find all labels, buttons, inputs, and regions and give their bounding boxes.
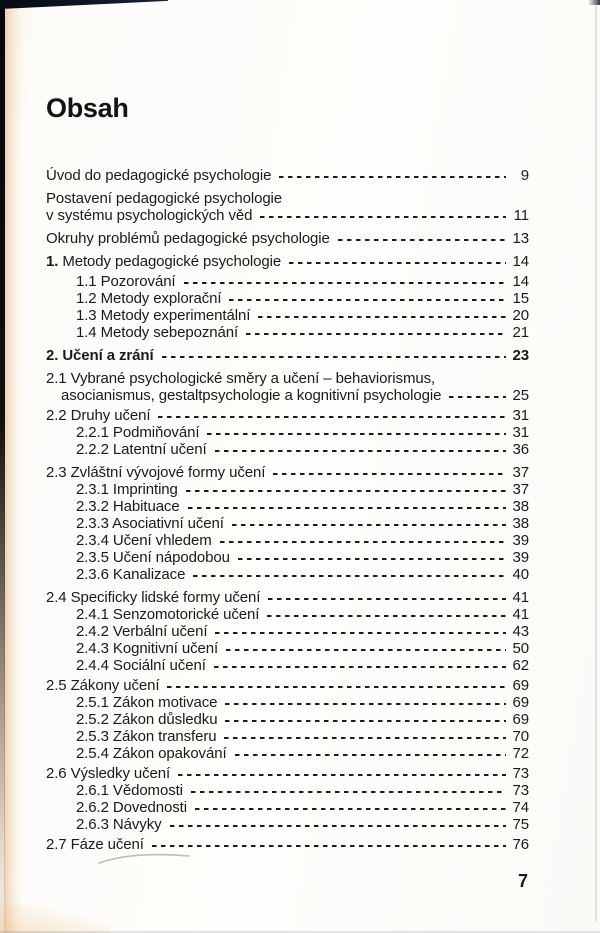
toc-entry-label bbox=[46, 167, 271, 184]
toc-entry-row bbox=[46, 566, 529, 583]
toc-entry-text: 1.4 Metody sebepoznání bbox=[76, 324, 239, 341]
toc-entry-page-number: 38 bbox=[512, 498, 529, 515]
toc-entry-page-number: 50 bbox=[512, 640, 529, 657]
dot-leader bbox=[215, 623, 506, 640]
toc-entry-text: 2.3.2 Habituace bbox=[76, 498, 180, 515]
toc-entry-row bbox=[46, 407, 529, 424]
toc-entry-row bbox=[46, 549, 529, 566]
toc-entry-page-number: 74 bbox=[512, 799, 529, 816]
scan-border-top-left bbox=[0, 0, 168, 9]
toc-entry-text: 1.2 Metody explorační bbox=[76, 290, 222, 307]
dot-leader bbox=[195, 799, 506, 816]
toc-entry-row bbox=[46, 711, 529, 728]
toc-entry-page-number: 37 bbox=[512, 464, 529, 481]
toc-entry-label bbox=[46, 836, 144, 853]
toc-entry-page-number: 76 bbox=[512, 836, 529, 853]
toc-entry-row bbox=[46, 745, 529, 762]
toc-entry-page-number: 41 bbox=[512, 606, 529, 623]
page-edge-right bbox=[595, 6, 597, 921]
toc-entry-text: Učení a zrání bbox=[62, 347, 154, 364]
dot-leader bbox=[246, 324, 506, 341]
dot-leader bbox=[238, 549, 506, 566]
dot-leader bbox=[167, 677, 506, 694]
toc-entry-page-number: 62 bbox=[512, 657, 529, 674]
toc-entry-text: 2.5.3 Zákon transferu bbox=[76, 728, 217, 745]
dot-leader bbox=[225, 711, 506, 728]
toc-entry-row bbox=[46, 799, 529, 816]
toc-entry-number: 1. bbox=[46, 253, 59, 270]
toc-entry bbox=[46, 407, 529, 424]
toc-entry bbox=[46, 765, 529, 782]
toc-entry-page-number: 15 bbox=[512, 290, 529, 307]
toc-entry bbox=[46, 424, 529, 441]
toc-entry bbox=[46, 623, 529, 640]
toc-entry-page-number: 40 bbox=[512, 566, 529, 583]
dot-leader bbox=[258, 307, 506, 324]
toc-entry-label bbox=[76, 623, 207, 640]
dot-leader bbox=[188, 498, 506, 515]
toc-entry bbox=[46, 273, 529, 290]
toc-entry bbox=[46, 711, 529, 728]
toc-entry-row bbox=[46, 606, 529, 623]
dot-leader bbox=[279, 167, 506, 184]
toc-entry-page-number: 36 bbox=[512, 441, 529, 458]
toc-entry-row bbox=[46, 515, 529, 532]
toc-entry-text: 2.4.2 Verbální učení bbox=[76, 623, 208, 640]
dot-leader bbox=[224, 728, 506, 745]
toc-entry-text: 2.3.3 Asociativní učení bbox=[76, 515, 224, 532]
toc-entry-row bbox=[46, 464, 529, 481]
scan-edge-left bbox=[0, 0, 5, 933]
toc-entry-label bbox=[46, 207, 252, 224]
toc-entry bbox=[46, 167, 529, 184]
toc-entry-label bbox=[76, 711, 217, 728]
toc-entry-text: 2.6 Výsledky učení bbox=[46, 765, 171, 782]
toc-entry-row bbox=[46, 441, 529, 458]
dot-leader bbox=[338, 230, 506, 247]
toc-entry-text: asocianismus, gestaltpsychologie a kognitivní psychologie bbox=[61, 387, 442, 404]
folio-page-number: 7 bbox=[517, 871, 528, 891]
toc-entry-page-number: 69 bbox=[512, 694, 529, 711]
dot-leader bbox=[273, 464, 506, 481]
toc-entry-row bbox=[46, 657, 529, 674]
toc-entry-page-number: 69 bbox=[512, 711, 529, 728]
scan-shadow-bottom-left bbox=[0, 903, 110, 933]
toc-entry-text: 2.6.3 Návyky bbox=[76, 816, 162, 833]
dot-leader bbox=[184, 273, 507, 290]
toc-entry-text: 2.2 Druhy učení bbox=[46, 407, 151, 424]
toc-entry-text: 2.7 Fáze učení bbox=[46, 836, 144, 853]
dot-leader bbox=[178, 765, 506, 782]
toc-entry-row bbox=[46, 290, 529, 307]
toc-entry-text: 2.6.2 Dovednosti bbox=[76, 799, 187, 816]
toc-entry-page-number: 39 bbox=[512, 549, 529, 566]
toc-entry-page-number: 9 bbox=[520, 167, 529, 184]
toc-entry-line1: Postavení pedagogické psychologie bbox=[46, 190, 283, 207]
dot-leader bbox=[215, 441, 506, 458]
dot-leader bbox=[232, 515, 506, 532]
toc-entry-row bbox=[46, 481, 529, 498]
dot-leader bbox=[158, 407, 506, 424]
dot-leader bbox=[162, 347, 506, 364]
toc-entry-label bbox=[46, 765, 170, 782]
toc-entry bbox=[46, 515, 529, 532]
toc-entry-text: 2.3.5 Učení nápodobou bbox=[76, 549, 230, 566]
toc-entry-page-number: 23 bbox=[512, 347, 529, 364]
toc-entry bbox=[46, 745, 529, 762]
toc-entry-label bbox=[76, 816, 162, 833]
toc-entry-page-number: 31 bbox=[512, 424, 529, 441]
toc-entry-label bbox=[76, 324, 238, 341]
toc-entry-label bbox=[46, 347, 154, 364]
toc-entry bbox=[46, 728, 529, 745]
toc-entry-text: Metody pedagogické psychologie bbox=[62, 253, 282, 270]
toc-entry-text: 2.2.2 Latentní učení bbox=[76, 441, 207, 458]
toc-entry-label bbox=[76, 549, 230, 566]
toc-entry bbox=[46, 230, 529, 247]
toc-entry-label bbox=[76, 657, 206, 674]
toc-entry-row bbox=[46, 640, 529, 657]
dot-leader bbox=[229, 290, 506, 307]
toc-entry-text: 2.5.2 Zákon důsledku bbox=[76, 711, 218, 728]
toc-entry-text: 1.3 Metody experimentální bbox=[76, 307, 251, 324]
toc-entry-label bbox=[61, 387, 441, 404]
toc-entry-label bbox=[76, 481, 178, 498]
toc-entry-label bbox=[76, 728, 216, 745]
toc-entry-page-number: 39 bbox=[512, 532, 529, 549]
toc-entry bbox=[46, 657, 529, 674]
toc-entry-row bbox=[46, 498, 529, 515]
toc-entry-page-number: 72 bbox=[512, 745, 529, 762]
toc-entry bbox=[46, 589, 529, 606]
dot-leader bbox=[152, 836, 506, 853]
toc-entry bbox=[46, 370, 529, 404]
toc-entry-text: 2.4.4 Sociální učení bbox=[76, 657, 206, 674]
toc-entry bbox=[46, 606, 529, 623]
toc-entry-label bbox=[46, 253, 281, 270]
dot-leader bbox=[193, 566, 506, 583]
toc-entry bbox=[46, 782, 529, 799]
toc-entry-page-number: 73 bbox=[512, 782, 529, 799]
dot-leader bbox=[289, 253, 506, 270]
toc-entry-label bbox=[76, 441, 207, 458]
toc-entry bbox=[46, 307, 529, 324]
toc-entry-row bbox=[46, 387, 529, 404]
toc-entry bbox=[46, 677, 529, 694]
toc-entry-row bbox=[46, 694, 529, 711]
toc-entry-row bbox=[46, 324, 529, 341]
toc-entry-row bbox=[46, 782, 529, 799]
toc-entry-page-number: 73 bbox=[512, 765, 529, 782]
toc-entry-row bbox=[46, 836, 529, 853]
toc-entry bbox=[46, 640, 529, 657]
dot-leader bbox=[268, 589, 506, 606]
toc-entry-label bbox=[76, 307, 250, 324]
toc-entry bbox=[46, 836, 529, 853]
dot-leader bbox=[220, 532, 506, 549]
toc-entry-page-number: 13 bbox=[512, 230, 529, 247]
toc-entry-text: 2.5.1 Zákon motivace bbox=[76, 694, 218, 711]
toc-entry bbox=[46, 549, 529, 566]
dot-leader bbox=[214, 657, 506, 674]
toc-entry-row bbox=[46, 307, 529, 324]
toc-entry-text: 2.4.1 Senzomotorické učení bbox=[76, 606, 260, 623]
toc-entry-text: Úvod do pedagogické psychologie bbox=[46, 167, 272, 184]
toc-entry-page-number: 31 bbox=[512, 407, 529, 424]
dot-leader bbox=[207, 424, 506, 441]
toc-entry-label bbox=[76, 290, 221, 307]
dot-leader bbox=[186, 481, 506, 498]
toc-entry bbox=[46, 694, 529, 711]
dot-leader bbox=[226, 640, 506, 657]
toc-entry-label bbox=[76, 424, 199, 441]
toc-entry-row bbox=[46, 273, 529, 290]
toc-entry-row bbox=[46, 623, 529, 640]
dot-leader bbox=[225, 694, 506, 711]
dot-leader bbox=[267, 606, 506, 623]
toc-entry-text: 2.3.4 Učení vhledem bbox=[76, 532, 212, 549]
toc-entry-row bbox=[46, 532, 529, 549]
toc-entry-label bbox=[76, 515, 224, 532]
toc-entry-page-number: 11 bbox=[513, 207, 529, 224]
toc-entry-label bbox=[46, 464, 265, 481]
toc-entry-row bbox=[46, 167, 529, 184]
toc-entry-text: 2.3 Zvláštní vývojové formy učení bbox=[46, 464, 266, 481]
toc-entry-label bbox=[76, 498, 180, 515]
dot-leader bbox=[260, 207, 506, 224]
page-title: Obsah bbox=[46, 93, 129, 123]
toc-entry-label bbox=[76, 782, 183, 799]
toc-entry-text: 2.5 Zákony učení bbox=[46, 677, 160, 694]
toc-entry-label bbox=[76, 640, 218, 657]
toc-entry bbox=[46, 190, 529, 224]
toc-entry-text: 2.4 Specificky lidské formy učení bbox=[46, 589, 261, 606]
toc-entry-page-number: 38 bbox=[512, 515, 529, 532]
toc-entry-label bbox=[76, 566, 185, 583]
toc-entry bbox=[46, 532, 529, 549]
toc-entry-row bbox=[46, 765, 529, 782]
toc-entry bbox=[46, 253, 529, 270]
toc-entry-row bbox=[46, 728, 529, 745]
toc-entry bbox=[46, 799, 529, 816]
toc-entry bbox=[46, 464, 529, 481]
toc-entry-row bbox=[46, 816, 529, 833]
toc-entry-number: 2. bbox=[46, 347, 59, 364]
dot-leader bbox=[170, 816, 506, 833]
toc-entry-page-number: 14 bbox=[512, 253, 529, 270]
toc-entry-label bbox=[76, 694, 217, 711]
toc-entry bbox=[46, 498, 529, 515]
toc-entry-label bbox=[76, 532, 212, 549]
dot-leader bbox=[191, 782, 506, 799]
dot-leader bbox=[235, 745, 506, 762]
toc-entry-text: 2.3.6 Kanalizace bbox=[76, 566, 186, 583]
toc-entry-row bbox=[46, 207, 529, 224]
toc-entry bbox=[46, 324, 529, 341]
toc-entry-page-number: 43 bbox=[512, 623, 529, 640]
scan-shadow-left bbox=[4, 0, 26, 933]
toc-entry-page-number: 37 bbox=[512, 481, 529, 498]
toc-entry-line1: 2.1 Vybrané psychologické směry a učení – behaviorismus, bbox=[46, 370, 436, 387]
toc-entry-label bbox=[76, 745, 227, 762]
toc-entry-label bbox=[46, 230, 330, 247]
toc-entry bbox=[46, 566, 529, 583]
toc-entry-row bbox=[46, 424, 529, 441]
toc-entry-page-number: 20 bbox=[512, 307, 529, 324]
toc-entry-row bbox=[46, 230, 529, 247]
toc-entry bbox=[46, 347, 529, 364]
toc-entry-page-number: 70 bbox=[512, 728, 529, 745]
toc-entry-text: 2.5.4 Zákon opakování bbox=[76, 745, 227, 762]
toc-entry-row bbox=[46, 589, 529, 606]
table-of-contents bbox=[46, 167, 529, 853]
toc-entry-text: 2.6.1 Vědomosti bbox=[76, 782, 183, 799]
toc-entry-row bbox=[46, 347, 529, 364]
toc-entry bbox=[46, 481, 529, 498]
toc-entry-page-number: 41 bbox=[512, 589, 529, 606]
dot-leader bbox=[449, 387, 506, 404]
toc-entry bbox=[46, 441, 529, 458]
toc-entry-row bbox=[46, 677, 529, 694]
toc-entry bbox=[46, 290, 529, 307]
toc-entry-text: 2.3.1 Imprinting bbox=[76, 481, 178, 498]
toc-entry-text: 1.1 Pozorování bbox=[76, 273, 176, 290]
toc-entry-label bbox=[46, 677, 159, 694]
toc-entry-label bbox=[76, 799, 187, 816]
toc-entry-page-number: 75 bbox=[512, 816, 529, 833]
toc-entry-page-number: 14 bbox=[512, 273, 529, 290]
toc-entry-page-number: 21 bbox=[512, 324, 529, 341]
toc-entry-label bbox=[76, 606, 259, 623]
toc-entry bbox=[46, 816, 529, 833]
toc-entry-label bbox=[76, 273, 176, 290]
toc-entry-label bbox=[46, 407, 150, 424]
toc-entry-row bbox=[46, 253, 529, 270]
toc-entry-text: 2.4.3 Kognitivní učení bbox=[76, 640, 219, 657]
scan-border-top-right bbox=[588, 0, 600, 5]
toc-entry-text: Okruhy problémů pedagogické psychologie bbox=[46, 230, 330, 247]
toc-entry-label bbox=[46, 589, 260, 606]
toc-entry-page-number: 25 bbox=[512, 387, 529, 404]
toc-entry-text: v systému psychologických věd bbox=[46, 207, 253, 224]
toc-entry-text: 2.2.1 Podmiňování bbox=[76, 424, 200, 441]
toc-entry-page-number: 69 bbox=[512, 677, 529, 694]
